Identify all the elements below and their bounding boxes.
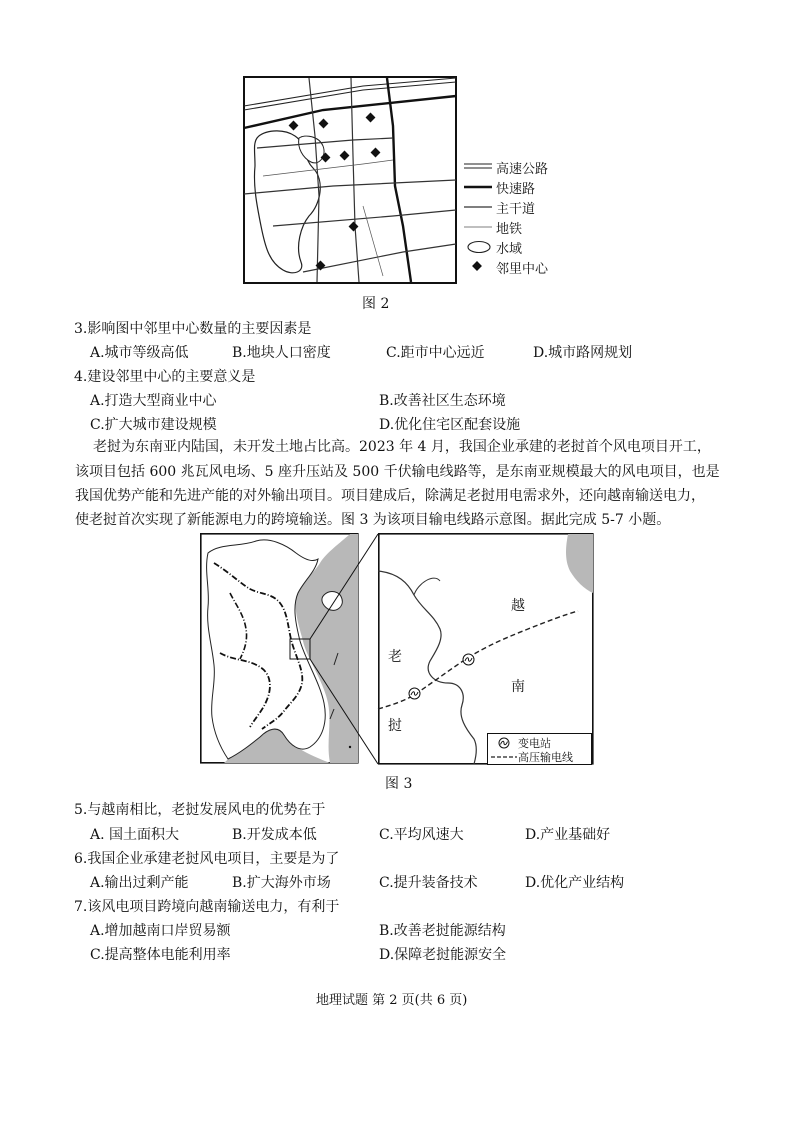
question-7-stem: 7.该风电项目跨境向越南输送电力，有利于 (74, 899, 340, 915)
legend-label-neighbourhood-centre: 邻里中心 (496, 262, 549, 277)
question-4-option-d[interactable]: D.优化住宅区配套设施 (379, 417, 521, 433)
legend-label-expressway: 快速路 (496, 182, 536, 197)
question-5-option-a[interactable]: A. 国土面积大 (90, 827, 180, 843)
legend-label-subway: 地铁 (496, 222, 523, 237)
question-5-option-d[interactable]: D.产业基础好 (525, 827, 611, 843)
figure-2-caption: 图 2 (362, 296, 390, 312)
transmission-line-legend-icon (491, 755, 517, 759)
substation-icon (462, 653, 475, 666)
label-vietnam-1: 越 (511, 598, 525, 614)
question-4-option-a[interactable]: A.打造大型商业中心 (90, 393, 217, 409)
question-5-option-b[interactable]: B.开发成本低 (232, 827, 317, 843)
question-4-option-b[interactable]: B.改善社区生态环境 (379, 393, 506, 409)
question-3-stem: 3.影响图中邻里中心数量的主要因素是 (74, 321, 312, 337)
question-6-option-c[interactable]: C.提升装备技术 (379, 875, 478, 891)
legend-label-highway: 高速公路 (496, 162, 549, 177)
figure-2-map (243, 76, 458, 286)
question-5-stem: 5.与越南相比，老挝发展风电的优势在于 (74, 802, 326, 818)
question-3-option-c[interactable]: C.距市中心远近 (386, 345, 485, 361)
subway-legend-icon (464, 225, 492, 229)
question-7-option-b[interactable]: B.改善老挝能源结构 (379, 923, 506, 939)
neighbourhood-centre-legend-icon (471, 260, 483, 272)
question-3-option-b[interactable]: B.地块人口密度 (232, 345, 331, 361)
legend-label-arterial: 主干道 (496, 202, 536, 217)
legend-label-substation: 变电站 (518, 737, 551, 750)
figure-3-zoom-connectors (290, 533, 382, 765)
passage-line-1: 老挝为东南亚内陆国，未开发土地占比高。2023 年 4 月，我国企业承建的老挝首个风电项目开工， (93, 439, 711, 455)
label-laos-1: 老 (388, 649, 402, 665)
question-4-stem: 4.建设邻里中心的主要意义是 (74, 369, 256, 385)
label-vietnam-2: 南 (511, 679, 525, 695)
substation-icon (408, 687, 421, 700)
question-3-option-d[interactable]: D.城市路网规划 (533, 345, 633, 361)
question-7-option-d[interactable]: D.保障老挝能源安全 (379, 947, 507, 963)
question-5-option-c[interactable]: C.平均风速大 (379, 827, 464, 843)
question-7-option-a[interactable]: A.增加越南口岸贸易额 (90, 923, 231, 939)
question-7-option-c[interactable]: C.提高整体电能利用率 (90, 947, 231, 963)
figure-3-detail-map (378, 533, 594, 765)
arterial-road-legend-icon (464, 205, 492, 209)
question-3-option-a[interactable]: A.城市等级高低 (90, 345, 189, 361)
expressway-legend-icon (464, 185, 492, 189)
question-6-stem: 6.我国企业承建老挝风电项目，主要是为了 (74, 851, 340, 867)
highway-legend-icon (464, 162, 492, 170)
label-laos-2: 挝 (388, 718, 402, 734)
page-footer: 地理试题 第 2 页(共 6 页) (316, 993, 468, 1008)
substation-legend-icon (498, 737, 510, 749)
passage-line-4: 使老挝首次实现了新能源电力的跨境输送。图 3 为该项目输电线路示意图。据此完成 5-7 小题。 (75, 512, 671, 528)
legend-label-transmission-line: 高压输电线 (518, 751, 573, 764)
water-legend-icon (466, 240, 492, 254)
question-6-option-b[interactable]: B.扩大海外市场 (232, 875, 331, 891)
question-6-option-a[interactable]: A.输出过剩产能 (90, 875, 189, 891)
legend-label-water: 水域 (496, 242, 523, 257)
figure-3-caption: 图 3 (385, 776, 413, 792)
question-6-option-d[interactable]: D.优化产业结构 (525, 875, 625, 891)
passage-line-3: 我国优势产能和先进产能的对外输出项目。项目建成后，除满足老挝用电需求外，还向越南输送电力， (75, 488, 705, 504)
passage-line-2: 该项目包括 600 兆瓦风电场、5 座升压站及 500 千伏输电线路等，是东南亚规模最大的风电项目，也是 (75, 464, 720, 480)
question-4-option-c[interactable]: C.扩大城市建设规模 (90, 417, 217, 433)
figure-3-legend (487, 733, 592, 765)
